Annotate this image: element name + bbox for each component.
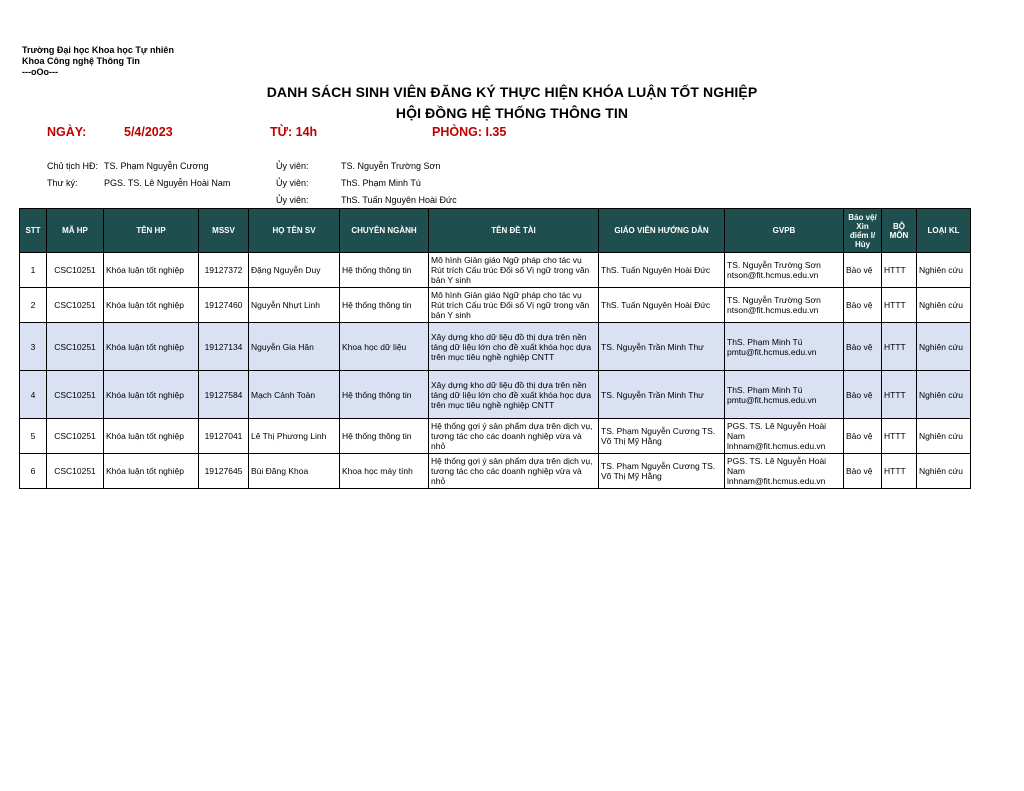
cell-advisor: TS. Nguyễn Trần Minh Thư — [599, 323, 725, 371]
cell-thesis-title: Mô hình Giản giáo Ngữ pháp cho tác vụ Rút trích Cấu trúc Đối số Vị ngữ trong văn bản Y sinh — [429, 253, 599, 288]
cell-course-name: Khóa luận tốt nghiệp — [104, 253, 199, 288]
cell-major: Hệ thống thông tin — [340, 371, 429, 419]
cell-stt: 3 — [20, 323, 47, 371]
cell-stt: 1 — [20, 253, 47, 288]
chair-label: Chủ tịch HĐ: — [47, 161, 99, 171]
col-header-department: BỘ MÔN — [882, 209, 917, 253]
cell-student-id: 19127372 — [199, 253, 249, 288]
cell-department: HTTT — [882, 419, 917, 454]
cell-thesis-type: Nghiên cứu — [917, 288, 971, 323]
cell-major: Khoa học dữ liệu — [340, 323, 429, 371]
col-header-stt: STT — [20, 209, 47, 253]
cell-defense-status: Bảo vệ — [844, 454, 882, 489]
cell-defense-status: Bảo vệ — [844, 288, 882, 323]
col-header-advisor: GIÁO VIÊN HƯỚNG DẪN — [599, 209, 725, 253]
col-header-reviewer: GVPB — [725, 209, 844, 253]
cell-defense-status: Bảo vệ — [844, 323, 882, 371]
cell-student-name: Nguyễn Gia Hân — [249, 323, 340, 371]
time-info: TỪ: 14h — [270, 125, 318, 139]
col-header-thesis-type: LOẠI KL — [917, 209, 971, 253]
cell-student-name: Nguyễn Nhựt Linh — [249, 288, 340, 323]
faculty-name: Khoa Công nghệ Thông Tin — [22, 56, 140, 66]
room-info: PHÒNG: I.35 — [432, 125, 507, 139]
institution-header — [22, 45, 174, 78]
cell-thesis-type: Nghiên cứu — [917, 323, 971, 371]
cell-major: Hệ thống thông tin — [340, 253, 429, 288]
cell-major: Khoa học máy tính — [340, 454, 429, 489]
table-row — [20, 323, 971, 371]
member-name-2: ThS. Phạm Minh Tú — [341, 178, 421, 188]
cell-department: HTTT — [882, 288, 917, 323]
header-ornament: ---oOo--- — [22, 67, 58, 77]
cell-student-name: Lê Thị Phương Linh — [249, 419, 340, 454]
cell-department: HTTT — [882, 371, 917, 419]
cell-thesis-title: Hệ thống gợi ý sản phẩm dựa trên dịch vụ, tương tác cho các doanh nghiệp vừa và nhỏ — [429, 454, 599, 489]
member-name-1: TS. Nguyễn Trường Sơn — [341, 161, 441, 171]
secretary-name: PGS. TS. Lê Nguyễn Hoài Nam — [104, 178, 231, 188]
cell-student-id: 19127041 — [199, 419, 249, 454]
col-header-major: CHUYÊN NGÀNH — [340, 209, 429, 253]
date-value: 5/4/2023 — [124, 125, 173, 139]
cell-course-code: CSC10251 — [47, 454, 104, 489]
cell-defense-status: Bảo vệ — [844, 253, 882, 288]
cell-thesis-type: Nghiên cứu — [917, 454, 971, 489]
cell-course-code: CSC10251 — [47, 288, 104, 323]
col-header-course-name: TÊN HP — [104, 209, 199, 253]
col-header-student-name: HỌ TÊN SV — [249, 209, 340, 253]
col-header-course-code: MÃ HP — [47, 209, 104, 253]
table-header-row — [20, 209, 971, 253]
cell-reviewer: ThS. Phạm Minh Tú pmtu@fit.hcmus.edu.vn — [725, 371, 844, 419]
cell-major: Hệ thống thông tin — [340, 288, 429, 323]
cell-student-name: Đặng Nguyễn Duy — [249, 253, 340, 288]
document-title: DANH SÁCH SINH VIÊN ĐĂNG KÝ THỰC HIỆN KHÓA LUẬN TỐT NGHIỆP — [266, 84, 758, 100]
cell-course-code: CSC10251 — [47, 419, 104, 454]
cell-stt: 2 — [20, 288, 47, 323]
document-subtitle: HỘI ĐỒNG HỆ THỐNG THÔNG TIN — [395, 105, 629, 121]
cell-thesis-title: Xây dựng kho dữ liệu đồ thị dựa trên nền tảng dữ liệu lớn cho đề xuất khóa học dựa trên mục tiêu nghề nghiệp CNTT — [429, 323, 599, 371]
chair-name: TS. Phạm Nguyễn Cương — [104, 161, 209, 171]
cell-course-name: Khóa luận tốt nghiệp — [104, 454, 199, 489]
cell-course-name: Khóa luận tốt nghiệp — [104, 288, 199, 323]
cell-reviewer: PGS. TS. Lê Nguyễn Hoài Nam lnhnam@fit.hcmus.edu.vn — [725, 454, 844, 489]
cell-thesis-type: Nghiên cứu — [917, 371, 971, 419]
cell-student-id: 19127645 — [199, 454, 249, 489]
date-label: NGÀY: — [47, 125, 87, 139]
member-name-3: ThS. Tuấn Nguyên Hoài Đức — [341, 195, 457, 205]
cell-thesis-type: Nghiên cứu — [917, 419, 971, 454]
cell-department: HTTT — [882, 253, 917, 288]
member-label-2: Ủy viên: — [276, 178, 309, 188]
cell-student-name: Bùi Đăng Khoa — [249, 454, 340, 489]
member-label-1: Ủy viên: — [276, 161, 309, 171]
cell-reviewer: TS. Nguyễn Trường Sơn ntson@fit.hcmus.edu.vn — [725, 288, 844, 323]
student-registration-table — [19, 208, 971, 489]
col-header-thesis-title: TÊN ĐỀ TÀI — [429, 209, 599, 253]
cell-major: Hệ thống thông tin — [340, 419, 429, 454]
cell-reviewer: TS. Nguyễn Trường Sơn ntson@fit.hcmus.edu.vn — [725, 253, 844, 288]
cell-reviewer: ThS. Phạm Minh Tú pmtu@fit.hcmus.edu.vn — [725, 323, 844, 371]
table-row — [20, 253, 971, 288]
cell-student-id: 19127134 — [199, 323, 249, 371]
cell-course-name: Khóa luận tốt nghiệp — [104, 371, 199, 419]
cell-reviewer: PGS. TS. Lê Nguyễn Hoài Nam lnhnam@fit.hcmus.edu.vn — [725, 419, 844, 454]
col-header-defense-status: Bảo vệ/ Xin điểm I/ Hủy — [844, 209, 882, 253]
cell-defense-status: Bảo vệ — [844, 419, 882, 454]
cell-thesis-title: Mô hình Giản giáo Ngữ pháp cho tác vụ Rút trích Cấu trúc Đối số Vị ngữ trong văn bản Y sinh — [429, 288, 599, 323]
cell-stt: 4 — [20, 371, 47, 419]
university-name: Trường Đại học Khoa học Tự nhiên — [22, 45, 174, 55]
cell-course-code: CSC10251 — [47, 253, 104, 288]
cell-student-name: Mạch Cảnh Toàn — [249, 371, 340, 419]
table-row — [20, 288, 971, 323]
member-label-3: Ủy viên: — [276, 195, 309, 205]
table-row — [20, 454, 971, 489]
cell-student-id: 19127460 — [199, 288, 249, 323]
cell-advisor: TS. Phạm Nguyễn Cương TS. Võ Thị Mỹ Hằng — [599, 419, 725, 454]
cell-course-name: Khóa luận tốt nghiệp — [104, 419, 199, 454]
cell-stt: 5 — [20, 419, 47, 454]
cell-student-id: 19127584 — [199, 371, 249, 419]
secretary-label: Thư ký: — [47, 178, 78, 188]
cell-advisor: TS. Nguyễn Trần Minh Thư — [599, 371, 725, 419]
cell-thesis-type: Nghiên cứu — [917, 253, 971, 288]
cell-stt: 6 — [20, 454, 47, 489]
cell-course-code: CSC10251 — [47, 323, 104, 371]
table-row — [20, 419, 971, 454]
cell-department: HTTT — [882, 454, 917, 489]
cell-course-name: Khóa luận tốt nghiệp — [104, 323, 199, 371]
cell-course-code: CSC10251 — [47, 371, 104, 419]
cell-advisor: ThS. Tuấn Nguyên Hoài Đức — [599, 288, 725, 323]
col-header-student-id: MSSV — [199, 209, 249, 253]
cell-defense-status: Bảo vệ — [844, 371, 882, 419]
table-row — [20, 371, 971, 419]
cell-advisor: ThS. Tuấn Nguyên Hoài Đức — [599, 253, 725, 288]
cell-advisor: TS. Phạm Nguyễn Cương TS. Võ Thị Mỹ Hằng — [599, 454, 725, 489]
cell-thesis-title: Hệ thống gợi ý sản phẩm dựa trên dịch vụ, tương tác cho các doanh nghiệp vừa và nhỏ — [429, 419, 599, 454]
cell-thesis-title: Xây dựng kho dữ liệu đồ thị dựa trên nền tảng dữ liệu lớn cho đề xuất khóa học dựa trên mục tiêu nghề nghiệp CNTT — [429, 371, 599, 419]
cell-department: HTTT — [882, 323, 917, 371]
